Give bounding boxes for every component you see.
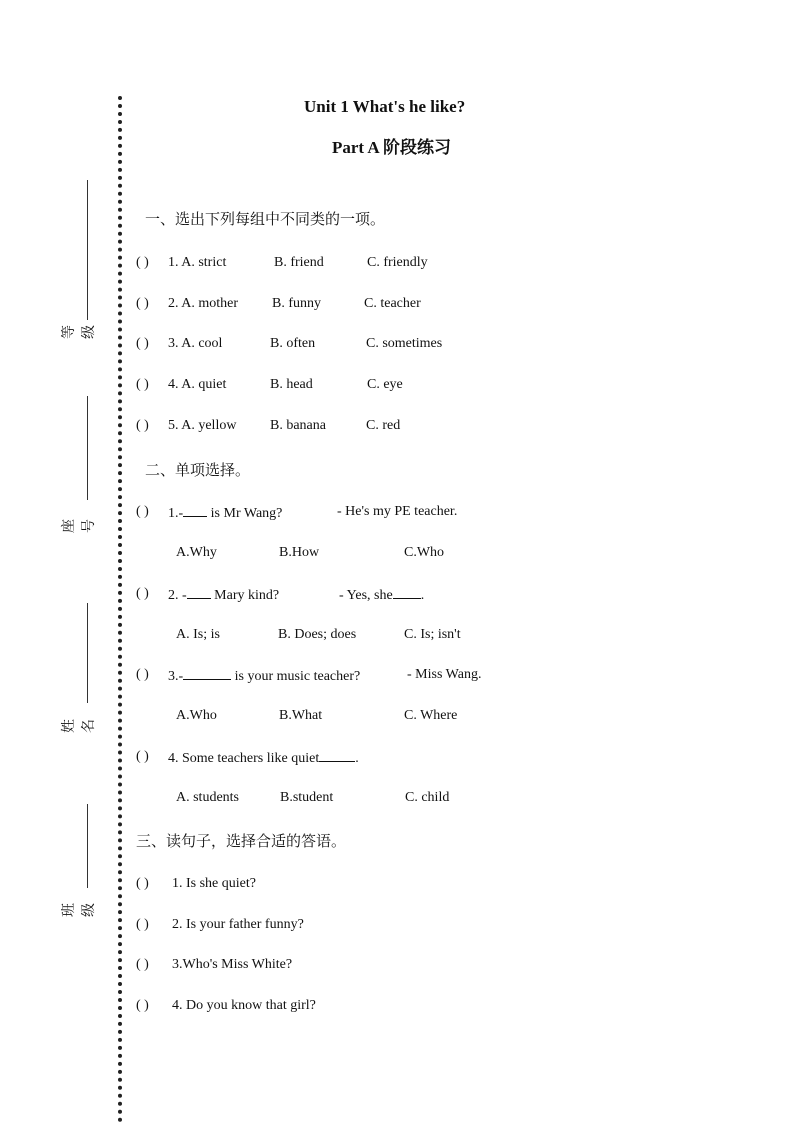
page-subtitle: Part A 阶段练习 — [332, 138, 451, 157]
section3-heading: 三、读句子，选择合适的答语。 — [136, 832, 347, 850]
answer-paren[interactable]: ( ) — [136, 418, 149, 433]
answer-paren[interactable]: ( ) — [136, 336, 149, 351]
dialogue-answer — [339, 586, 424, 604]
option-b: B. funny — [272, 296, 321, 311]
question-prefix: 4. Some teachers like quiet — [168, 751, 320, 766]
page-title: Unit 1 What's he like? — [304, 97, 466, 116]
question-text — [168, 586, 279, 604]
answer-paren[interactable]: ( ) — [136, 917, 149, 932]
option-c: C. Where — [404, 708, 458, 723]
question-suffix: Mary kind? — [214, 588, 280, 603]
question-text: 4. Do you know that girl? — [172, 998, 316, 1013]
option-c: C. child — [405, 790, 450, 805]
binding-dotted-line — [118, 96, 122, 1123]
class-line — [87, 804, 88, 888]
answer-paren[interactable]: ( ) — [136, 586, 149, 601]
option-c: C. eye — [367, 377, 403, 392]
answer-paren[interactable]: ( ) — [136, 749, 149, 764]
dialogue-answer: - Miss Wang. — [407, 667, 482, 682]
question-prefix: 3.- — [168, 669, 184, 684]
option-b: B.student — [280, 790, 334, 805]
answer-paren[interactable]: ( ) — [136, 957, 149, 972]
answer-paren[interactable]: ( ) — [136, 504, 149, 519]
sidebar-label-grade: 等级 — [61, 325, 97, 339]
question-suffix: . — [355, 751, 359, 766]
dialogue-answer: - He's my PE teacher. — [337, 504, 458, 519]
option-c: C. friendly — [367, 255, 428, 270]
option-c: C. red — [366, 418, 401, 433]
option-a: 4. A. quiet — [168, 377, 227, 392]
answer-paren[interactable]: ( ) — [136, 296, 149, 311]
fill-blank[interactable] — [187, 586, 211, 599]
question-prefix: 2. - — [168, 588, 187, 603]
sidebar-label-seat: 座号 — [61, 519, 97, 533]
option-a: 5. A. yellow — [168, 418, 237, 433]
name-line — [87, 603, 88, 703]
option-c: C. Is; isn't — [404, 627, 461, 642]
question-suffix: is Mr Wang? — [210, 506, 283, 521]
option-a: 1. A. strict — [168, 255, 227, 270]
option-a: A. students — [176, 790, 239, 805]
grade-line — [87, 180, 88, 320]
option-b: B. Does; does — [278, 627, 357, 642]
question-text — [168, 504, 282, 522]
question-text — [168, 749, 359, 767]
answer-paren[interactable]: ( ) — [136, 377, 149, 392]
answer-paren[interactable]: ( ) — [136, 876, 149, 891]
fill-blank[interactable] — [319, 749, 355, 762]
question-suffix: is your music teacher? — [234, 669, 361, 684]
answer-paren[interactable]: ( ) — [136, 255, 149, 270]
question-text — [168, 667, 360, 685]
fill-blank[interactable] — [183, 667, 231, 680]
seat-line — [87, 396, 88, 500]
option-a: 3. A. cool — [168, 336, 223, 351]
sidebar-label-class: 班级 — [61, 903, 97, 917]
option-a: A. Is; is — [176, 627, 220, 642]
fill-blank[interactable] — [183, 504, 207, 517]
section2-heading: 二、单项选择。 — [145, 461, 251, 479]
option-c: C.Who — [404, 545, 445, 560]
option-a: A.Who — [176, 708, 217, 723]
option-a: A.Why — [176, 545, 217, 560]
answer-prefix: - Yes, she — [339, 588, 393, 603]
option-c: C. teacher — [364, 296, 421, 311]
answer-suffix: . — [420, 588, 425, 603]
question-text: 3.Who's Miss White? — [172, 957, 293, 972]
answer-paren[interactable]: ( ) — [136, 667, 149, 682]
option-b: B.What — [279, 708, 323, 723]
answer-paren[interactable]: ( ) — [136, 998, 149, 1013]
question-prefix: 1.- — [168, 506, 184, 521]
question-text: 2. Is your father funny? — [172, 917, 304, 932]
fill-blank[interactable] — [393, 586, 421, 599]
option-b: B. often — [270, 336, 316, 351]
option-a: 2. A. mother — [168, 296, 238, 311]
option-b: B. friend — [274, 255, 324, 270]
option-b: B. head — [270, 377, 313, 392]
option-b: B.How — [279, 545, 320, 560]
option-c: C. sometimes — [366, 336, 443, 351]
option-b: B. banana — [270, 418, 326, 433]
section1-heading: 一、选出下列每组中不同类的一项。 — [145, 210, 386, 228]
question-text: 1. Is she quiet? — [172, 876, 256, 891]
sidebar-label-name: 姓名 — [61, 719, 97, 733]
